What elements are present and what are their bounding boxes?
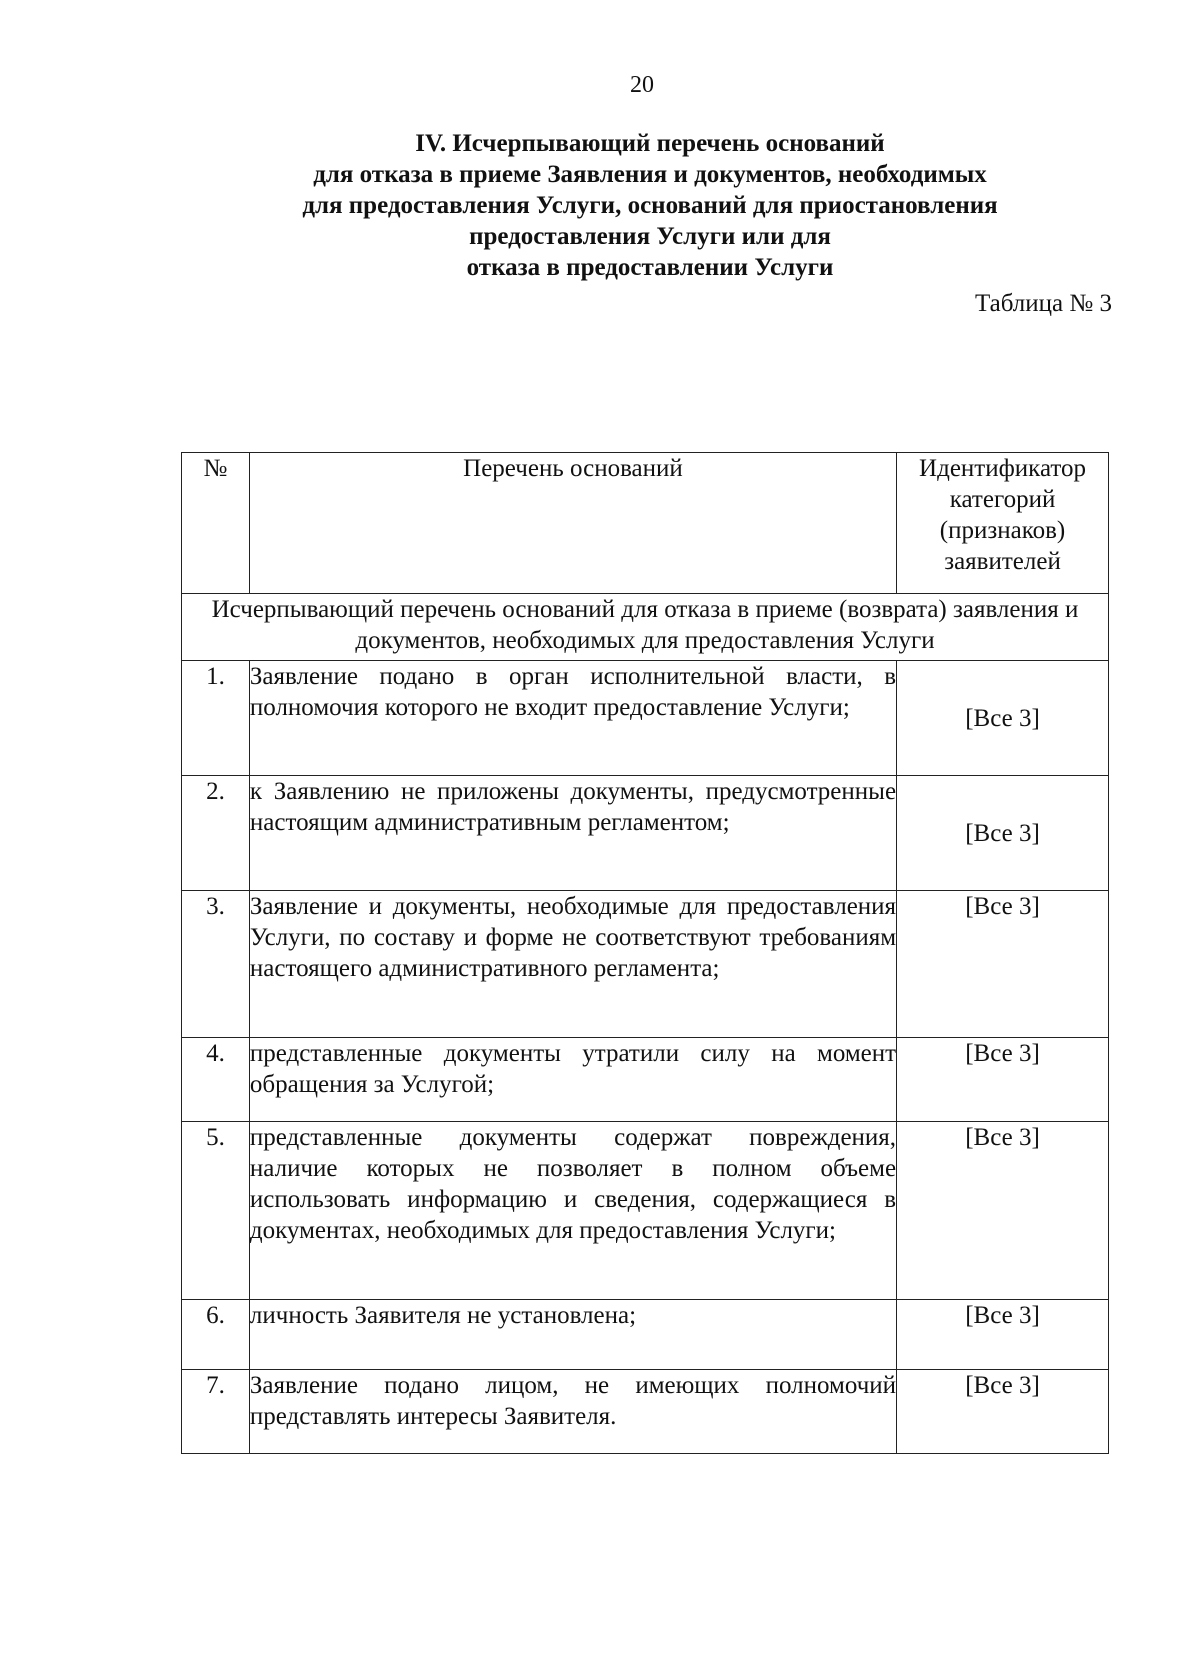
- row-text: к Заявлению не приложены документы, предусмотренные настоящим административным регламентом;: [249, 776, 896, 891]
- header-num: №: [182, 453, 250, 594]
- table-caption: Таблица № 3: [974, 290, 1112, 317]
- title-line: предоставления Услуги или для: [469, 223, 831, 250]
- table-header-row: [182, 453, 1109, 594]
- row-identifier: [Все 3]: [897, 661, 1109, 776]
- row-text: Заявление и документы, необходимые для предоставления Услуги, по составу и форме не соответствуют требованиям настоящего административного регламента;: [249, 891, 896, 1038]
- section-row: [182, 594, 1109, 661]
- title-line: для предоставления Услуги, оснований для приостановления: [302, 192, 998, 219]
- table-row: [182, 776, 1109, 891]
- row-identifier: [Все 3]: [897, 1370, 1109, 1454]
- section-title: [200, 128, 1100, 283]
- grounds-table: [181, 452, 1109, 1454]
- row-identifier: [Все 3]: [897, 1038, 1109, 1122]
- table-row: [182, 1370, 1109, 1454]
- table-row: [182, 1038, 1109, 1122]
- row-identifier: [Все 3]: [897, 1300, 1109, 1370]
- page-number: 20: [630, 72, 654, 98]
- row-number: 4.: [182, 1038, 250, 1122]
- row-number: 2.: [182, 776, 250, 891]
- row-text: Заявление подано лицом, не имеющих полномочий представлять интересы Заявителя.: [249, 1370, 896, 1454]
- title-line: для отказа в приеме Заявления и документов, необходимых: [313, 161, 987, 188]
- row-identifier: [Все 3]: [897, 776, 1109, 891]
- row-identifier: [Все 3]: [897, 891, 1109, 1038]
- table-row: [182, 1300, 1109, 1370]
- row-number: 7.: [182, 1370, 250, 1454]
- row-text: представленные документы утратили силу на момент обращения за Услугой;: [249, 1038, 896, 1122]
- row-text: Заявление подано в орган исполнительной власти, в полномочия которого не входит предоставление Услуги;: [249, 661, 896, 776]
- row-number: 6.: [182, 1300, 250, 1370]
- table-row: [182, 661, 1109, 776]
- row-text: представленные документы содержат повреждения, наличие которых не позволяет в полном объеме использовать информацию и сведения, содержащиеся в документах, необходимых для предоставления Услуги;: [249, 1122, 896, 1300]
- table-row: [182, 891, 1109, 1038]
- row-identifier: [Все 3]: [897, 1122, 1109, 1300]
- row-number: 5.: [182, 1122, 250, 1300]
- header-identifier: Идентификатор категорий (признаков) заявителей: [897, 453, 1109, 594]
- row-number: 1.: [182, 661, 250, 776]
- section-heading: Исчерпывающий перечень оснований для отказа в приеме (возврата) заявления и документов, необходимых для предоставления Услуги: [182, 594, 1109, 661]
- row-text: личность Заявителя не установлена;: [249, 1300, 896, 1370]
- header-grounds: Перечень оснований: [249, 453, 896, 594]
- row-number: 3.: [182, 891, 250, 1038]
- title-line: IV. Исчерпывающий перечень оснований: [415, 130, 885, 157]
- table-row: [182, 1122, 1109, 1300]
- title-line: отказа в предоставлении Услуги: [466, 254, 834, 281]
